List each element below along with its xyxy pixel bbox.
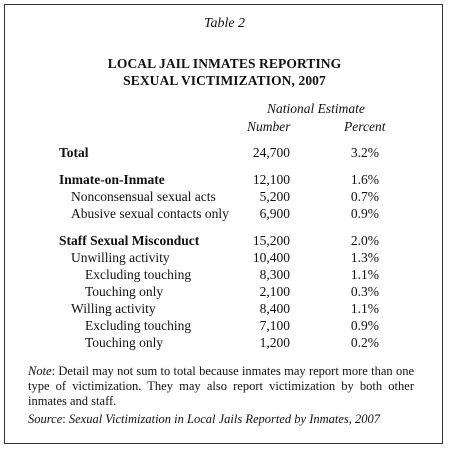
table-row	[0, 334, 449, 351]
table-row-total	[0, 144, 449, 161]
source-label: Source	[28, 412, 63, 426]
row-label: Excluding touching	[85, 318, 192, 333]
table-note	[28, 364, 414, 409]
column-header-number: Number	[247, 119, 291, 134]
row-percent: 1.3%	[350, 250, 379, 265]
table-title	[0, 55, 449, 89]
row-percent: 0.9%	[350, 206, 379, 221]
row-percent: 2.0%	[350, 233, 379, 248]
row-label: Touching only	[85, 335, 164, 350]
row-label: Staff Sexual Misconduct	[59, 233, 200, 248]
table-row	[0, 188, 449, 205]
column-header-percent: Percent	[344, 119, 386, 134]
row-number: 7,100	[259, 318, 290, 333]
table-row	[0, 283, 449, 300]
row-label: Willing activity	[71, 301, 156, 316]
row-number: 8,300	[259, 267, 290, 282]
row-percent: 1.6%	[350, 172, 379, 187]
row-number: 5,200	[259, 189, 290, 204]
row-label: Touching only	[85, 284, 164, 299]
row-number: 2,100	[259, 284, 290, 299]
table-row	[0, 266, 449, 283]
row-percent: 0.3%	[350, 284, 379, 299]
column-group-header: National Estimate	[267, 101, 365, 116]
source-title: Sexual Victimization in Local Jails Reported by Inmates, 2007	[68, 412, 381, 426]
source-separator: :	[62, 412, 69, 426]
row-number: 10,400	[252, 250, 290, 265]
table-row	[0, 300, 449, 317]
row-number: 15,200	[252, 233, 290, 248]
row-label: Unwilling activity	[71, 250, 170, 265]
row-number: 6,900	[259, 206, 290, 221]
table-row	[0, 317, 449, 334]
table-number: Table 2	[203, 16, 246, 31]
row-number: 8,400	[259, 301, 290, 316]
table-row	[0, 205, 449, 222]
note-text: : Detail may not sum to total because inmates may report more than one type of victimization. They may also report victimization by both other inmates and staff.	[28, 364, 414, 408]
row-percent: 0.9%	[350, 318, 379, 333]
row-number: 24,700	[252, 145, 290, 160]
row-label: Nonconsensual sexual acts	[71, 189, 216, 204]
row-percent: 3.2%	[350, 145, 379, 160]
table-row	[0, 249, 449, 266]
row-percent: 0.2%	[350, 335, 379, 350]
row-percent: 1.1%	[350, 301, 379, 316]
row-percent: 1.1%	[350, 267, 379, 282]
row-percent: 0.7%	[350, 189, 379, 204]
row-label: Excluding touching	[85, 267, 192, 282]
row-label: Total	[59, 145, 89, 160]
row-label: Inmate-on-Inmate	[59, 172, 165, 187]
row-label: Abusive sexual contacts only	[71, 206, 229, 221]
table-row-staff-sexual-misconduct	[0, 232, 449, 249]
title-line-2: SEXUAL VICTIMIZATION, 2007	[123, 73, 326, 88]
table-source	[28, 412, 420, 427]
row-number: 1,200	[259, 335, 290, 350]
title-line-1: LOCAL JAIL INMATES REPORTING	[107, 56, 342, 71]
note-label: Note	[28, 364, 52, 378]
row-number: 12,100	[252, 172, 290, 187]
table-row-inmate-on-inmate	[0, 171, 449, 188]
